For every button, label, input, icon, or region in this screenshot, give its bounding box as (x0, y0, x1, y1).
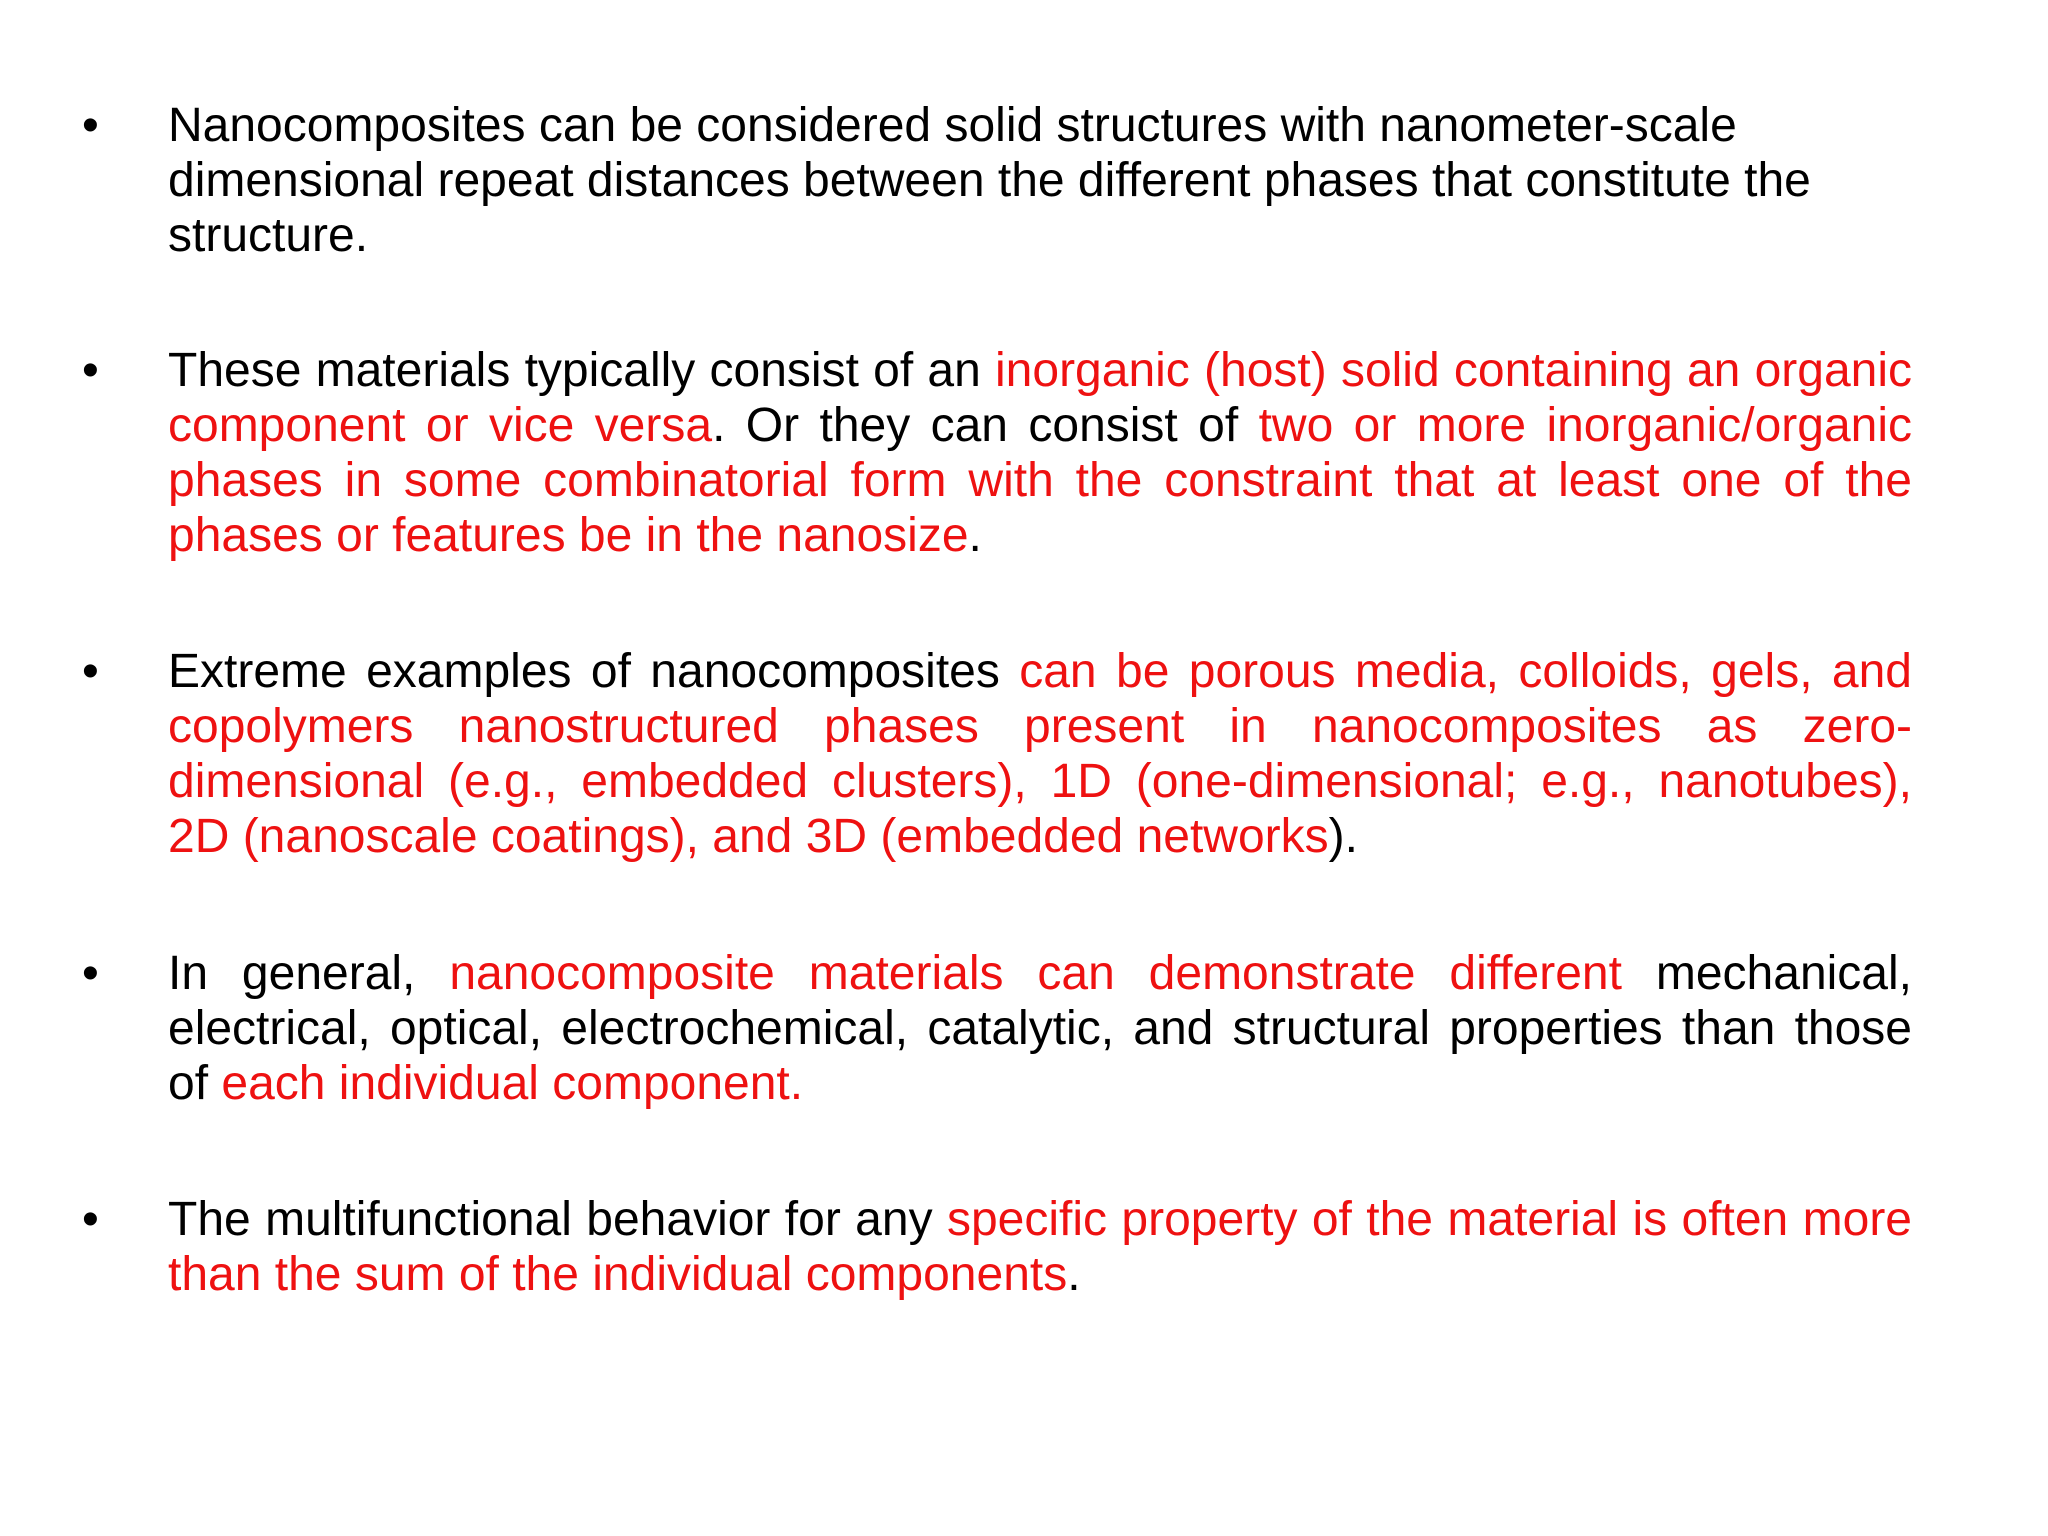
bullet-list (82, 98, 1912, 1302)
bullet-dot-icon: • (82, 1193, 99, 1246)
bullet-3-text-normal: Extreme examples of nanocomposites (168, 645, 1020, 698)
bullet-5-text-normal: The multifunctional behavior for any (168, 1193, 947, 1246)
bullet-dot-icon: • (82, 947, 99, 1000)
bullet-5-highlight: specific property of the material is often more than the sum of the individual components (168, 1193, 1912, 1301)
bullet-2-text-normal: These materials typically consist of an (168, 344, 996, 397)
bullet-4-highlight: each individual component. (221, 1057, 804, 1110)
bullet-2-highlight: inorganic (host) solid containing an organic component or vice versa (168, 344, 1913, 452)
bullet-3-highlight: can be porous media, colloids, gels, and copolymers nanostructured phases present in nanocomposites as zero-dimensional (e.g., embedded clusters), 1D (one-dimensional; e.g., nanotubes), 2D (nanoscale coatings), and 3D (embedded networks (168, 645, 1913, 863)
bullet-dot-icon: • (82, 99, 99, 152)
bullet-4-text-normal: In general, (168, 947, 450, 1000)
bullet-dot-icon: • (82, 344, 99, 397)
bullet-item-4 (82, 946, 1912, 1111)
bullet-2-text-normal: . Or they can consist of (712, 399, 1259, 452)
bullet-item-1 (82, 98, 1912, 263)
bullet-4-text-normal: mechanical, electrical, optical, electrochemical, catalytic, and structural properties than those of (168, 947, 1912, 1110)
bullet-1-text: Nanocomposites can be considered solid structures with nanometer-scale dimensional repeat distances between the different phases that constitute the structure. (168, 99, 1811, 262)
bullet-2-text-normal: . (968, 509, 982, 562)
bullet-4-highlight: nanocomposite materials can demonstrate different (449, 947, 1622, 1000)
bullet-item-3 (82, 644, 1912, 864)
bullet-5-text-normal: . (1067, 1248, 1081, 1301)
bullet-item-5 (82, 1192, 1912, 1302)
bullet-dot-icon: • (82, 645, 99, 698)
bullet-3-text-normal: ). (1328, 810, 1358, 863)
bullet-2-highlight: two or more inorganic/organic phases in some combinatorial form with the constraint that at least one of the phases or features be in the nanosize (168, 399, 1912, 562)
bullet-item-2 (82, 343, 1912, 563)
